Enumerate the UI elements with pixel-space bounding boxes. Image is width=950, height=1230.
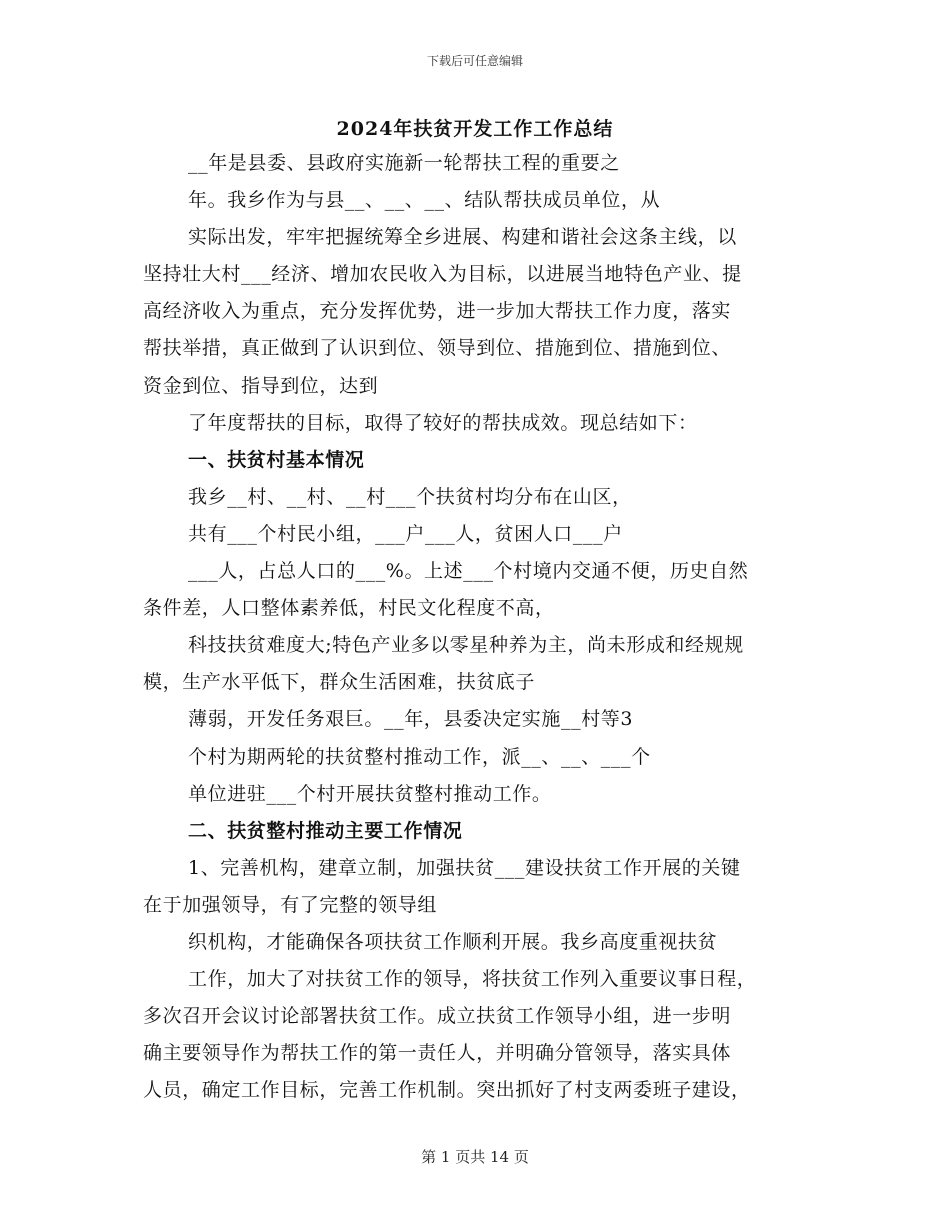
document-title: 2024年扶贫开发工作工作总结 [336, 118, 614, 140]
paragraph-line: ___人，占总人口的___%。上述___个村境内交通不便，历史自然 [188, 560, 749, 583]
paragraph-line: 个村为期两轮的扶贫整村推动工作，派__、__、___个 [188, 745, 651, 768]
document-body [143, 145, 823, 1109]
paragraph-line: 年。我乡作为与县__、__、__、结队帮扶成员单位，从 [188, 189, 661, 212]
paragraph-line: 在于加强领导，有了完整的领导组 [143, 893, 438, 916]
page-header-note: 下载后可任意编辑 [426, 54, 523, 68]
paragraph-line: 科技扶贫难度大;特色产业多以零星种养为主，尚未形成和经规规 [188, 634, 744, 657]
paragraph-line: 多次召开会议讨论部署扶贫工作。成立扶贫工作领导小组，进一步明 [143, 1005, 732, 1028]
paragraph-line: 条件差，人口整体素养低，村民文化程度不高， [143, 597, 555, 620]
paragraph-line: 工作，加大了对扶贫工作的领导，将扶贫工作列入重要议事日程， [188, 968, 757, 991]
paragraph-line: 单位进驻___个村开展扶贫整村推动工作。 [188, 782, 552, 805]
paragraph-line: 1、完善机构，建章立制，加强扶贫___建设扶贫工作开展的关键 [188, 856, 741, 879]
paragraph-line: 织机构，才能确保各项扶贫工作顺利开展。我乡高度重视扶贫 [188, 930, 718, 953]
paragraph-line: __年是县委、县政府实施新一轮帮扶工程的重要之 [188, 152, 620, 174]
paragraph-line: 高经济收入为重点，充分发挥优势，进一步加大帮扶工作力度，落实 [143, 300, 732, 323]
paragraph-line: 了年度帮扶的目标，取得了较好的帮扶成效。现总结如下： [188, 411, 698, 434]
paragraph-line: 资金到位、指导到位，达到 [143, 374, 379, 397]
paragraph-line: 薄弱，开发任务艰巨。__年，县委决定实施__村等3 [188, 708, 634, 731]
page-footer-number: 第 1 页共 14 页 [421, 1148, 529, 1166]
paragraph-line: 人员，确定工作目标，完善工作机制。突出抓好了村支两委班子建设， [143, 1079, 751, 1102]
paragraph-line: 模，生产水平低下，群众生活困难，扶贫底子 [143, 671, 536, 694]
section-heading: 一、扶贫村基本情况 [188, 448, 365, 471]
paragraph-line: 帮扶举措，真正做到了认识到位、领导到位、措施到位、措施到位、 [143, 337, 732, 360]
paragraph-line: 共有___个村民小组，___户___人，贫困人口___户 [188, 522, 623, 545]
paragraph-line: 确主要领导作为帮扶工作的第一责任人，并明确分管领导，落实具体 [143, 1042, 732, 1065]
paragraph-line: 我乡__村、__村、__村___个扶贫村均分布在山区， [188, 485, 632, 508]
paragraph-line: 实际出发，牢牢把握统筹全乡进展、构建和谐社会这条主线，以 [188, 226, 737, 249]
section-heading: 二、扶贫整村推动主要工作情况 [188, 819, 463, 842]
paragraph-line: 坚持壮大村___经济、增加农民收入为目标，以进展当地特色产业、提 [143, 263, 742, 286]
